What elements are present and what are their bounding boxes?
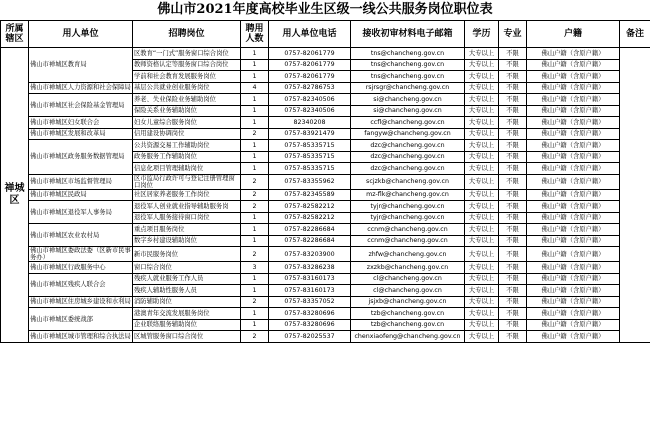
position-cell: 信用建设协调岗位	[133, 128, 241, 140]
hukou-cell: 佛山户籍（含原户籍）	[527, 140, 620, 152]
major-cell: 不限	[499, 140, 527, 152]
phone-cell: 0757-82025537	[269, 331, 351, 343]
count-cell: 1	[241, 71, 269, 83]
employer-cell: 佛山市禅城区农业农村局	[29, 224, 133, 247]
employer-cell: 佛山市禅城区政务服务数据管理局	[29, 140, 133, 175]
phone-cell: 0757-82061779	[269, 59, 351, 71]
position-cell: 信息化项目管理辅助岗位	[133, 163, 241, 175]
email-cell: tzb@chancheng.gov.cn	[351, 319, 465, 331]
phone-cell: 0757-85335715	[269, 163, 351, 175]
major-cell: 不限	[499, 319, 527, 331]
hukou-cell: 佛山户籍（含原户籍）	[527, 235, 620, 247]
table-row	[1, 262, 650, 274]
hukou-cell: 佛山户籍（含原户籍）	[527, 212, 620, 224]
email-cell: ccnm@chancheng.gov.cn	[351, 224, 465, 236]
email-cell: tns@chancheng.gov.cn	[351, 59, 465, 71]
major-cell: 不限	[499, 201, 527, 213]
hukou-cell: 佛山户籍（含原户籍）	[527, 151, 620, 163]
phone-cell: 0757-83203900	[269, 247, 351, 262]
major-cell: 不限	[499, 285, 527, 297]
count-cell: 2	[241, 296, 269, 308]
education-cell: 大专以上	[465, 224, 499, 236]
position-cell: 公共资源交易工作辅助岗位	[133, 140, 241, 152]
major-cell: 不限	[499, 48, 527, 60]
employer-cell: 佛山市禅城区社会保险基金管理局	[29, 94, 133, 117]
email-cell: dzc@chancheng.gov.cn	[351, 151, 465, 163]
education-cell: 大专以上	[465, 319, 499, 331]
major-cell: 不限	[499, 94, 527, 106]
major-cell: 不限	[499, 273, 527, 285]
position-cell: 养老、失业保险业务辅助岗位	[133, 94, 241, 106]
position-cell: 政务服务工作辅助岗位	[133, 151, 241, 163]
position-cell: 消防辅助岗位	[133, 296, 241, 308]
phone-cell: 0757-83357052	[269, 296, 351, 308]
hukou-cell: 佛山户籍（含原户籍）	[527, 247, 620, 262]
email-cell: ccnm@chancheng.gov.cn	[351, 235, 465, 247]
major-cell: 不限	[499, 105, 527, 117]
count-cell: 2	[241, 201, 269, 213]
header-remarks: 备注	[620, 21, 650, 48]
position-cell: 保险关系业务辅助岗位	[133, 105, 241, 117]
hukou-cell: 佛山户籍（含原户籍）	[527, 59, 620, 71]
education-cell: 大专以上	[465, 140, 499, 152]
phone-cell: 0757-82061779	[269, 48, 351, 60]
hukou-cell: 佛山户籍（含原户籍）	[527, 319, 620, 331]
count-cell: 1	[241, 59, 269, 71]
count-cell: 1	[241, 273, 269, 285]
count-cell: 1	[241, 319, 269, 331]
header-position: 招聘岗位	[133, 21, 241, 48]
header-employer: 用人单位	[29, 21, 133, 48]
email-cell: zxzkb@chancheng.gov.cn	[351, 262, 465, 274]
table-row	[1, 331, 650, 343]
email-cell: dzc@chancheng.gov.cn	[351, 163, 465, 175]
table-row	[1, 224, 650, 236]
hukou-cell: 佛山户籍（含原户籍）	[527, 105, 620, 117]
table-row	[1, 174, 650, 189]
major-cell: 不限	[499, 128, 527, 140]
header-education: 学历	[465, 21, 499, 48]
phone-cell: 0757-82582212	[269, 201, 351, 213]
count-cell: 1	[241, 140, 269, 152]
education-cell: 大专以上	[465, 262, 499, 274]
major-cell: 不限	[499, 212, 527, 224]
education-cell: 大专以上	[465, 48, 499, 60]
phone-cell: 0757-85335715	[269, 140, 351, 152]
major-cell: 不限	[499, 163, 527, 175]
count-cell: 3	[241, 262, 269, 274]
position-cell: 基层公共就业创业服务岗位	[133, 82, 241, 94]
position-cell: 重点项目服务岗位	[133, 224, 241, 236]
count-cell: 2	[241, 331, 269, 343]
table-row	[1, 94, 650, 106]
major-cell: 不限	[499, 247, 527, 262]
email-cell: si@chancheng.gov.cn	[351, 94, 465, 106]
phone-cell: 0757-83286238	[269, 262, 351, 274]
email-cell: mz-flk@chancheng.gov.cn	[351, 189, 465, 201]
major-cell: 不限	[499, 82, 527, 94]
phone-cell: 0757-83160173	[269, 273, 351, 285]
position-cell: 区城管服务窗口综合岗位	[133, 331, 241, 343]
email-cell: dzc@chancheng.gov.cn	[351, 140, 465, 152]
position-cell: 数字乡村建设辅助岗位	[133, 235, 241, 247]
count-cell: 1	[241, 105, 269, 117]
count-cell: 1	[241, 94, 269, 106]
position-cell: 残疾人就业服务工作人员	[133, 273, 241, 285]
employer-cell: 佛山市禅城区委统战部	[29, 308, 133, 331]
education-cell: 大专以上	[465, 285, 499, 297]
email-cell: scjzkb@chancheng.gov.cn	[351, 174, 465, 189]
education-cell: 大专以上	[465, 296, 499, 308]
phone-cell: 0757-83280696	[269, 319, 351, 331]
table-title: 佛山市2021年度高校毕业生区级一线公共服务岗位职位表	[157, 2, 493, 17]
hukou-cell: 佛山户籍（含原户籍）	[527, 331, 620, 343]
header-major: 专业	[499, 21, 527, 48]
header-row	[1, 21, 650, 48]
position-cell: 新市民服务岗位	[133, 247, 241, 262]
position-cell: 窗口综合岗位	[133, 262, 241, 274]
employer-cell: 佛山市禅城区民政局	[29, 189, 133, 201]
major-cell: 不限	[499, 331, 527, 343]
employer-cell: 佛山市禅城区人力资源和社会保障局	[29, 82, 133, 94]
hukou-cell: 佛山户籍（含原户籍）	[527, 201, 620, 213]
phone-cell: 0757-83160173	[269, 285, 351, 297]
email-cell: tns@chancheng.gov.cn	[351, 48, 465, 60]
education-cell: 大专以上	[465, 212, 499, 224]
count-cell: 1	[241, 308, 269, 320]
email-cell: tzb@chancheng.gov.cn	[351, 308, 465, 320]
count-cell: 1	[241, 151, 269, 163]
employer-cell: 佛山市禅城区妇女联合会	[29, 117, 133, 129]
position-cell: 退役军人服务接待窗口岗位	[133, 212, 241, 224]
email-cell: ccfl@chancheng.gov.cn	[351, 117, 465, 129]
position-cell: 学前和社会教育发展服务岗位	[133, 71, 241, 83]
education-cell: 大专以上	[465, 71, 499, 83]
education-cell: 大专以上	[465, 331, 499, 343]
email-cell: tyjr@chancheng.gov.cn	[351, 212, 465, 224]
education-cell: 大专以上	[465, 308, 499, 320]
district-cell: 禅城区	[1, 48, 29, 343]
position-cell: 教师资格认定等服务窗口综合岗位	[133, 59, 241, 71]
major-cell: 不限	[499, 189, 527, 201]
header-district: 所属辖区	[1, 21, 29, 48]
position-cell: 社区居家养老服务工作岗位	[133, 189, 241, 201]
phone-cell: 0757-82786753	[269, 82, 351, 94]
hukou-cell: 佛山户籍（含原户籍）	[527, 94, 620, 106]
position-cell: 区教育“一门式”服务窗口综合岗位	[133, 48, 241, 60]
phone-cell: 0757-82582212	[269, 212, 351, 224]
education-cell: 大专以上	[465, 273, 499, 285]
count-cell: 2	[241, 189, 269, 201]
email-cell: jsjxb@chancheng.gov.cn	[351, 296, 465, 308]
hukou-cell: 佛山户籍（含原户籍）	[527, 48, 620, 60]
education-cell: 大专以上	[465, 82, 499, 94]
education-cell: 大专以上	[465, 235, 499, 247]
hukou-cell: 佛山户籍（含原户籍）	[527, 189, 620, 201]
phone-cell: 0757-83921479	[269, 128, 351, 140]
hukou-cell: 佛山户籍（含原户籍）	[527, 273, 620, 285]
education-cell: 大专以上	[465, 105, 499, 117]
table-row	[1, 48, 650, 60]
phone-cell: 0757-82286684	[269, 235, 351, 247]
table-row	[1, 296, 650, 308]
count-cell: 1	[241, 224, 269, 236]
hukou-cell: 佛山户籍（含原户籍）	[527, 285, 620, 297]
major-cell: 不限	[499, 296, 527, 308]
education-cell: 大专以上	[465, 151, 499, 163]
email-cell: cl@chancheng.gov.cn	[351, 273, 465, 285]
header-hukou: 户籍	[527, 21, 620, 48]
employer-cell: 佛山市禅城区发展和改革局	[29, 128, 133, 140]
phone-cell: 0757-85335715	[269, 151, 351, 163]
position-cell: 企业联络服务辅助岗位	[133, 319, 241, 331]
education-cell: 大专以上	[465, 117, 499, 129]
major-cell: 不限	[499, 151, 527, 163]
employer-cell: 佛山市禅城区残疾人联合会	[29, 273, 133, 296]
hukou-cell: 佛山户籍（含原户籍）	[527, 128, 620, 140]
header-email: 接收初审材料电子邮箱	[351, 21, 465, 48]
employer-cell: 佛山市禅城区委政法委（区新市民事务办）	[30, 247, 131, 261]
position-cell: 港澳青年交流发展服务岗位	[133, 308, 241, 320]
table-row	[1, 247, 650, 262]
major-cell: 不限	[499, 117, 527, 129]
education-cell: 大专以上	[465, 174, 499, 189]
phone-cell: 82340208	[269, 117, 351, 129]
count-cell: 1	[241, 212, 269, 224]
hukou-cell: 佛山户籍（含原户籍）	[527, 82, 620, 94]
count-cell: 4	[241, 82, 269, 94]
major-cell: 不限	[499, 308, 527, 320]
hukou-cell: 佛山户籍（含原户籍）	[527, 296, 620, 308]
major-cell: 不限	[499, 59, 527, 71]
email-cell: tns@chancheng.gov.cn	[351, 71, 465, 83]
table-row	[1, 189, 650, 201]
count-cell: 1	[241, 285, 269, 297]
header-phone: 用人单位电话	[269, 21, 351, 48]
hukou-cell: 佛山户籍（含原户籍）	[527, 308, 620, 320]
major-cell: 不限	[499, 235, 527, 247]
table-row	[1, 308, 650, 320]
phone-cell: 0757-83280696	[269, 308, 351, 320]
table-row	[1, 140, 650, 152]
education-cell: 大专以上	[465, 201, 499, 213]
remarks-cell	[620, 48, 650, 343]
major-cell: 不限	[499, 174, 527, 189]
education-cell: 大专以上	[465, 247, 499, 262]
email-cell: rsjrsgr@chancheng.gov.cn	[351, 82, 465, 94]
position-cell: 区市监局行政许可与登记注册管理窗口岗位	[133, 174, 241, 189]
employer-cell: 佛山市禅城区城市管理和综合执法局	[29, 331, 133, 343]
employer-cell: 佛山市禅城区住房城乡建设和水利局	[29, 296, 133, 308]
hukou-cell: 佛山户籍（含原户籍）	[527, 262, 620, 274]
count-cell: 1	[241, 235, 269, 247]
employer-cell: 佛山市禅城区教育局	[29, 48, 133, 83]
phone-cell: 0757-82345589	[269, 189, 351, 201]
employer-cell: 佛山市禅城区市场监督管理局	[29, 174, 133, 189]
major-cell: 不限	[499, 262, 527, 274]
count-cell: 1	[241, 48, 269, 60]
table-row	[1, 128, 650, 140]
major-cell: 不限	[499, 71, 527, 83]
phone-cell: 0757-82286684	[269, 224, 351, 236]
email-cell: fangyw@chancheng.gov.cn	[351, 128, 465, 140]
email-cell: si@chancheng.gov.cn	[351, 105, 465, 117]
education-cell: 大专以上	[465, 163, 499, 175]
education-cell: 大专以上	[465, 59, 499, 71]
table-row	[1, 201, 650, 213]
count-cell: 2	[241, 247, 269, 262]
hukou-cell: 佛山户籍（含原户籍）	[527, 117, 620, 129]
hukou-cell: 佛山户籍（含原户籍）	[527, 71, 620, 83]
position-cell: 妇女儿童综合服务岗位	[133, 117, 241, 129]
count-cell: 1	[241, 163, 269, 175]
table-row	[1, 273, 650, 285]
count-cell: 1	[241, 117, 269, 129]
position-cell: 残疾人辅助性服务人员	[133, 285, 241, 297]
phone-cell: 0757-82340506	[269, 105, 351, 117]
phone-cell: 0757-83355962	[269, 174, 351, 189]
email-cell: tyjr@chancheng.gov.cn	[351, 201, 465, 213]
phone-cell: 0757-82340506	[269, 94, 351, 106]
count-cell: 2	[241, 174, 269, 189]
header-count: 聘用人数	[241, 21, 269, 48]
education-cell: 大专以上	[465, 128, 499, 140]
education-cell: 大专以上	[465, 189, 499, 201]
email-cell: zhfw@chancheng.gov.cn	[351, 247, 465, 262]
email-cell: cl@chancheng.gov.cn	[351, 285, 465, 297]
table-row	[1, 117, 650, 129]
positions-table	[0, 20, 650, 343]
hukou-cell: 佛山户籍（含原户籍）	[527, 174, 620, 189]
count-cell: 2	[241, 128, 269, 140]
employer-cell: 佛山市禅城区退役军人事务局	[29, 201, 133, 224]
table-row	[1, 82, 650, 94]
position-cell: 退役军人创业就业指导辅助服务岗	[133, 201, 241, 213]
employer-cell: 佛山市禅城区行政服务中心	[29, 262, 133, 274]
hukou-cell: 佛山户籍（含原户籍）	[527, 163, 620, 175]
education-cell: 大专以上	[465, 94, 499, 106]
email-cell: chenxiaofeng@chancheng.gov.cn	[351, 331, 465, 343]
phone-cell: 0757-82061779	[269, 71, 351, 83]
hukou-cell: 佛山户籍（含原户籍）	[527, 224, 620, 236]
major-cell: 不限	[499, 224, 527, 236]
